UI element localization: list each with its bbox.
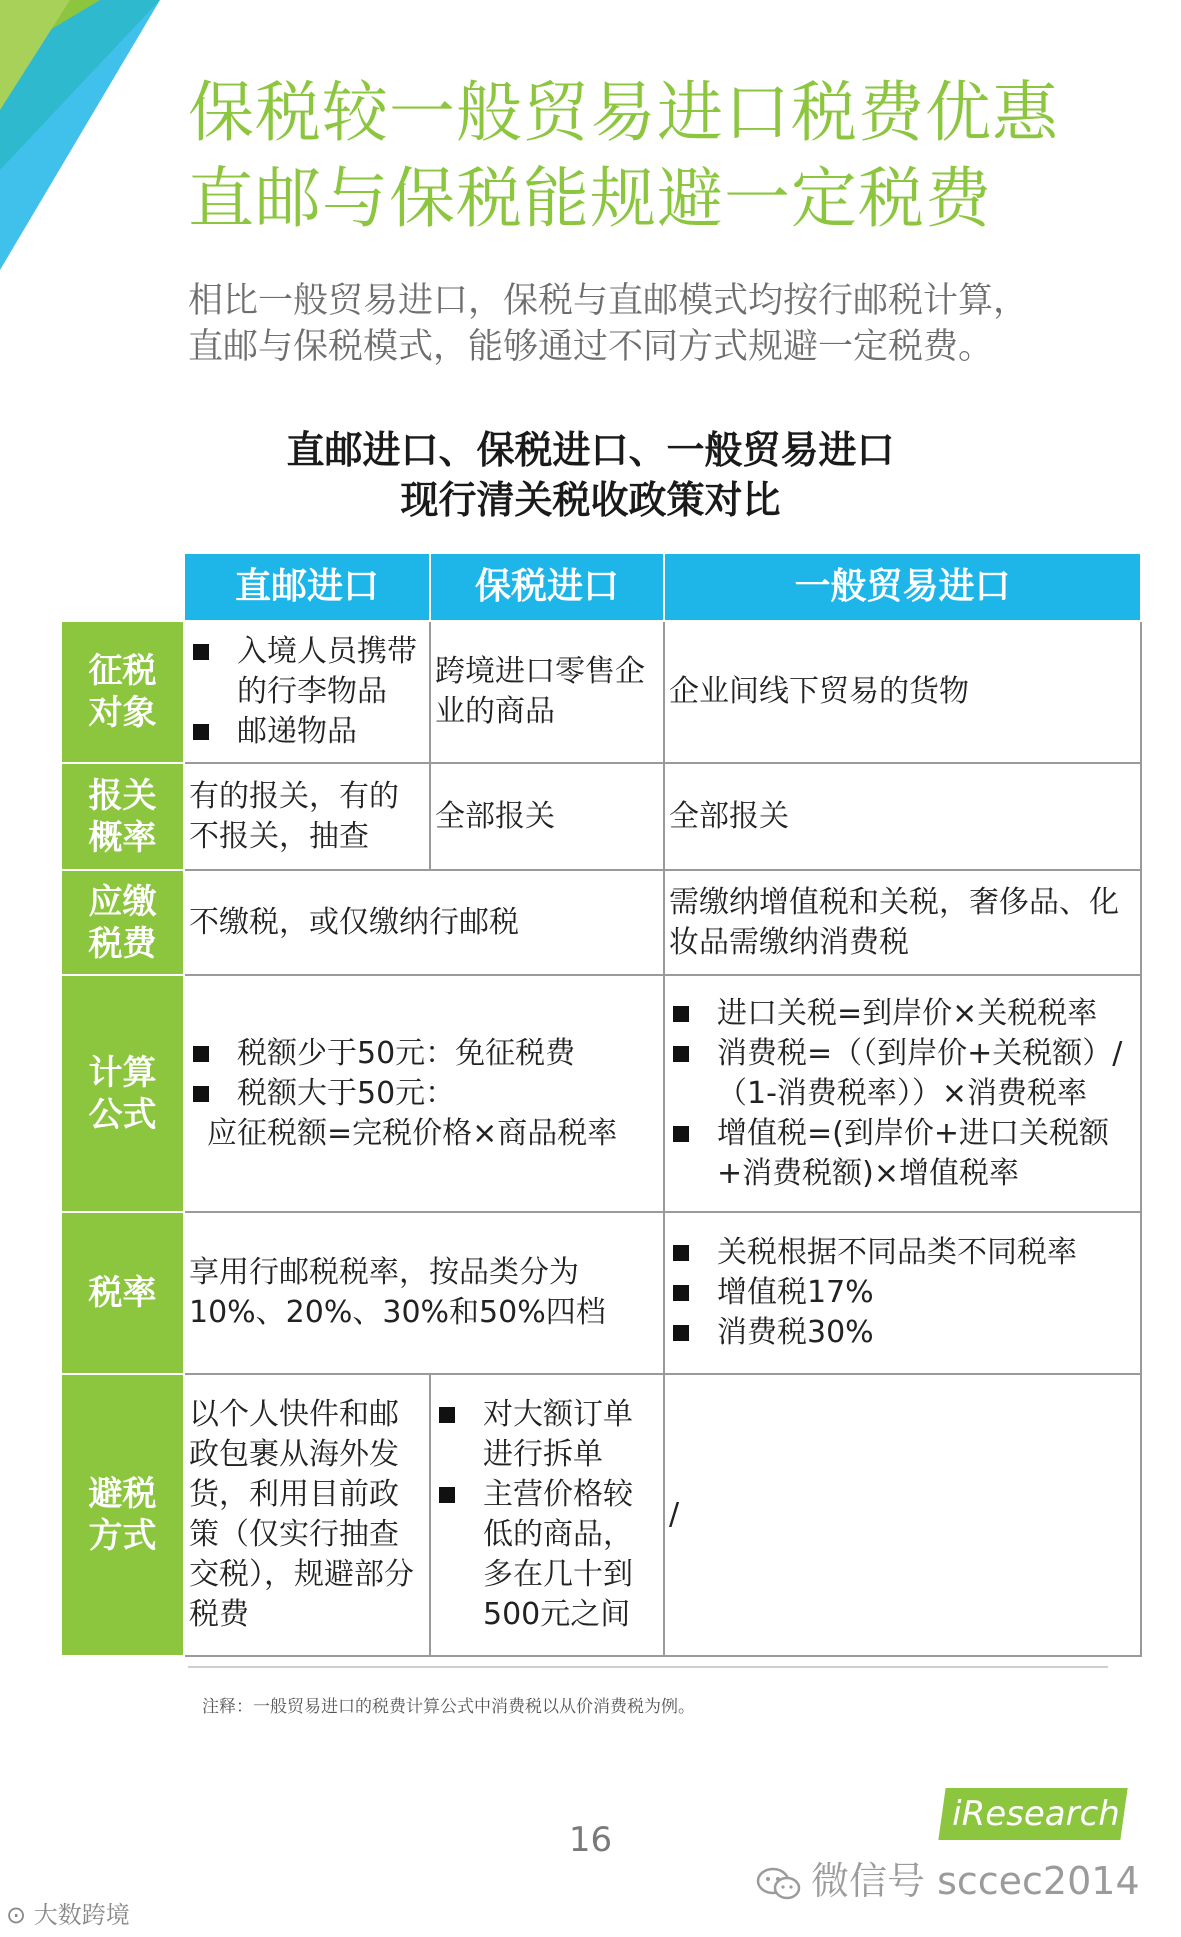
divider bbox=[188, 1666, 1108, 1668]
table-row bbox=[61, 1212, 1141, 1374]
cell-direct-declaration: 有的报关，有的不报关，抽查 bbox=[184, 763, 430, 870]
page-title bbox=[188, 70, 1148, 242]
page-subtitle bbox=[188, 278, 1088, 370]
header-blank bbox=[61, 553, 184, 621]
list-item: 税额大于50元： bbox=[189, 1074, 659, 1114]
cell-direct-bonded-payable: 不缴税，或仅缴纳行邮税 bbox=[184, 870, 664, 975]
list-item: 邮递物品 bbox=[189, 712, 425, 752]
iresearch-logo: iResearch bbox=[952, 1794, 1120, 1834]
wechat-id: 微信号 sccec2014 bbox=[811, 1859, 1140, 1903]
corner-watermark bbox=[6, 1895, 130, 1930]
table-row bbox=[61, 763, 1141, 870]
footnote: 注释：一般贸易进口的税费计算公式中消费税以从价消费税为例。 bbox=[202, 1697, 695, 1717]
row-label-formula: 计算 公式 bbox=[61, 975, 184, 1212]
table-row bbox=[61, 870, 1141, 975]
row-label-declaration-rate: 报关 概率 bbox=[61, 763, 184, 870]
list-item: 进口关税=到岸价×关税税率 bbox=[669, 994, 1136, 1034]
title-line-2: 直邮与保税能规避一定税费 bbox=[188, 160, 992, 237]
row-label-payable-tax: 应缴 税费 bbox=[61, 870, 184, 975]
list-item: 消费税=（（到岸价+关税额）/（1-消费税率））×消费税率 bbox=[669, 1034, 1136, 1114]
title-line-1: 保税较一般贸易进口税费优惠 bbox=[188, 74, 1059, 151]
cell-general-avoidance: / bbox=[664, 1374, 1141, 1656]
table-row bbox=[61, 1374, 1141, 1656]
cell-general-formula bbox=[664, 975, 1141, 1212]
cell-direct-avoidance: 以个人快件和邮政包裹从海外发货，利用目前政策（仅实行抽查交税），规避部分税费 bbox=[184, 1374, 430, 1656]
list-item: 对大额订单进行拆单 bbox=[435, 1395, 659, 1475]
wechat-icon bbox=[755, 1866, 803, 1902]
column-header-direct: 直邮进口 bbox=[184, 553, 430, 621]
cell-general-declaration: 全部报关 bbox=[664, 763, 1141, 870]
list-item: 税额少于50元：免征税费 bbox=[189, 1034, 659, 1074]
row-label-tax-avoidance: 避税 方式 bbox=[61, 1374, 184, 1656]
table-title bbox=[0, 425, 1181, 525]
cell-general-rate bbox=[664, 1212, 1141, 1374]
subtitle-line-1: 相比一般贸易进口，保税与直邮模式均按行邮税计算， bbox=[188, 281, 1029, 321]
wechat-watermark bbox=[755, 1850, 1140, 1905]
watermark-logo-icon: ⊙ bbox=[6, 1901, 27, 1929]
list-item: 消费税30% bbox=[669, 1313, 1136, 1353]
watermark-text: 大数跨境 bbox=[33, 1901, 130, 1929]
table-title-line-2: 现行清关税收政策对比 bbox=[400, 478, 781, 522]
list-item: 主营价格较低的商品，多在几十到500元之间 bbox=[435, 1475, 659, 1635]
table-row bbox=[61, 621, 1141, 763]
cell-general-payable: 需缴纳增值税和关税，奢侈品、化妆品需缴纳消费税 bbox=[664, 870, 1141, 975]
table-title-line-1: 直邮进口、保税进口、一般贸易进口 bbox=[286, 428, 895, 472]
list-item: 关税根据不同品类不同税率 bbox=[669, 1233, 1136, 1273]
cell-bonded-declaration: 全部报关 bbox=[430, 763, 664, 870]
cell-bonded-avoidance bbox=[430, 1374, 664, 1656]
corner-decoration bbox=[0, 0, 160, 280]
cell-bonded-tax-object: 跨境进口零售企业的商品 bbox=[430, 621, 664, 763]
list-item: 增值税17% bbox=[669, 1273, 1136, 1313]
table-header-row bbox=[61, 553, 1141, 621]
list-item: 增值税=(到岸价+进口关税额+消费税额)×增值税率 bbox=[669, 1114, 1136, 1194]
table-row bbox=[61, 975, 1141, 1212]
formula-extra: 应征税额=完税价格×商品税率 bbox=[207, 1115, 618, 1151]
subtitle-line-2: 直邮与保税模式，能够通过不同方式规避一定税费。 bbox=[188, 327, 994, 367]
column-header-bonded: 保税进口 bbox=[430, 553, 664, 621]
row-label-tax-rate: 税率 bbox=[61, 1212, 184, 1374]
cell-direct-bonded-formula bbox=[184, 975, 664, 1212]
cell-general-tax-object: 企业间线下贸易的货物 bbox=[664, 621, 1141, 763]
cell-direct-bonded-rate: 享用行邮税税率，按品类分为10%、20%、30%和50%四档 bbox=[184, 1212, 664, 1374]
cell-direct-tax-object bbox=[184, 621, 430, 763]
comparison-table bbox=[60, 552, 1142, 1657]
list-item: 入境人员携带的行李物品 bbox=[189, 632, 425, 712]
row-label-tax-object: 征税 对象 bbox=[61, 621, 184, 763]
column-header-general: 一般贸易进口 bbox=[664, 553, 1141, 621]
page-number: 16 bbox=[568, 1820, 613, 1860]
